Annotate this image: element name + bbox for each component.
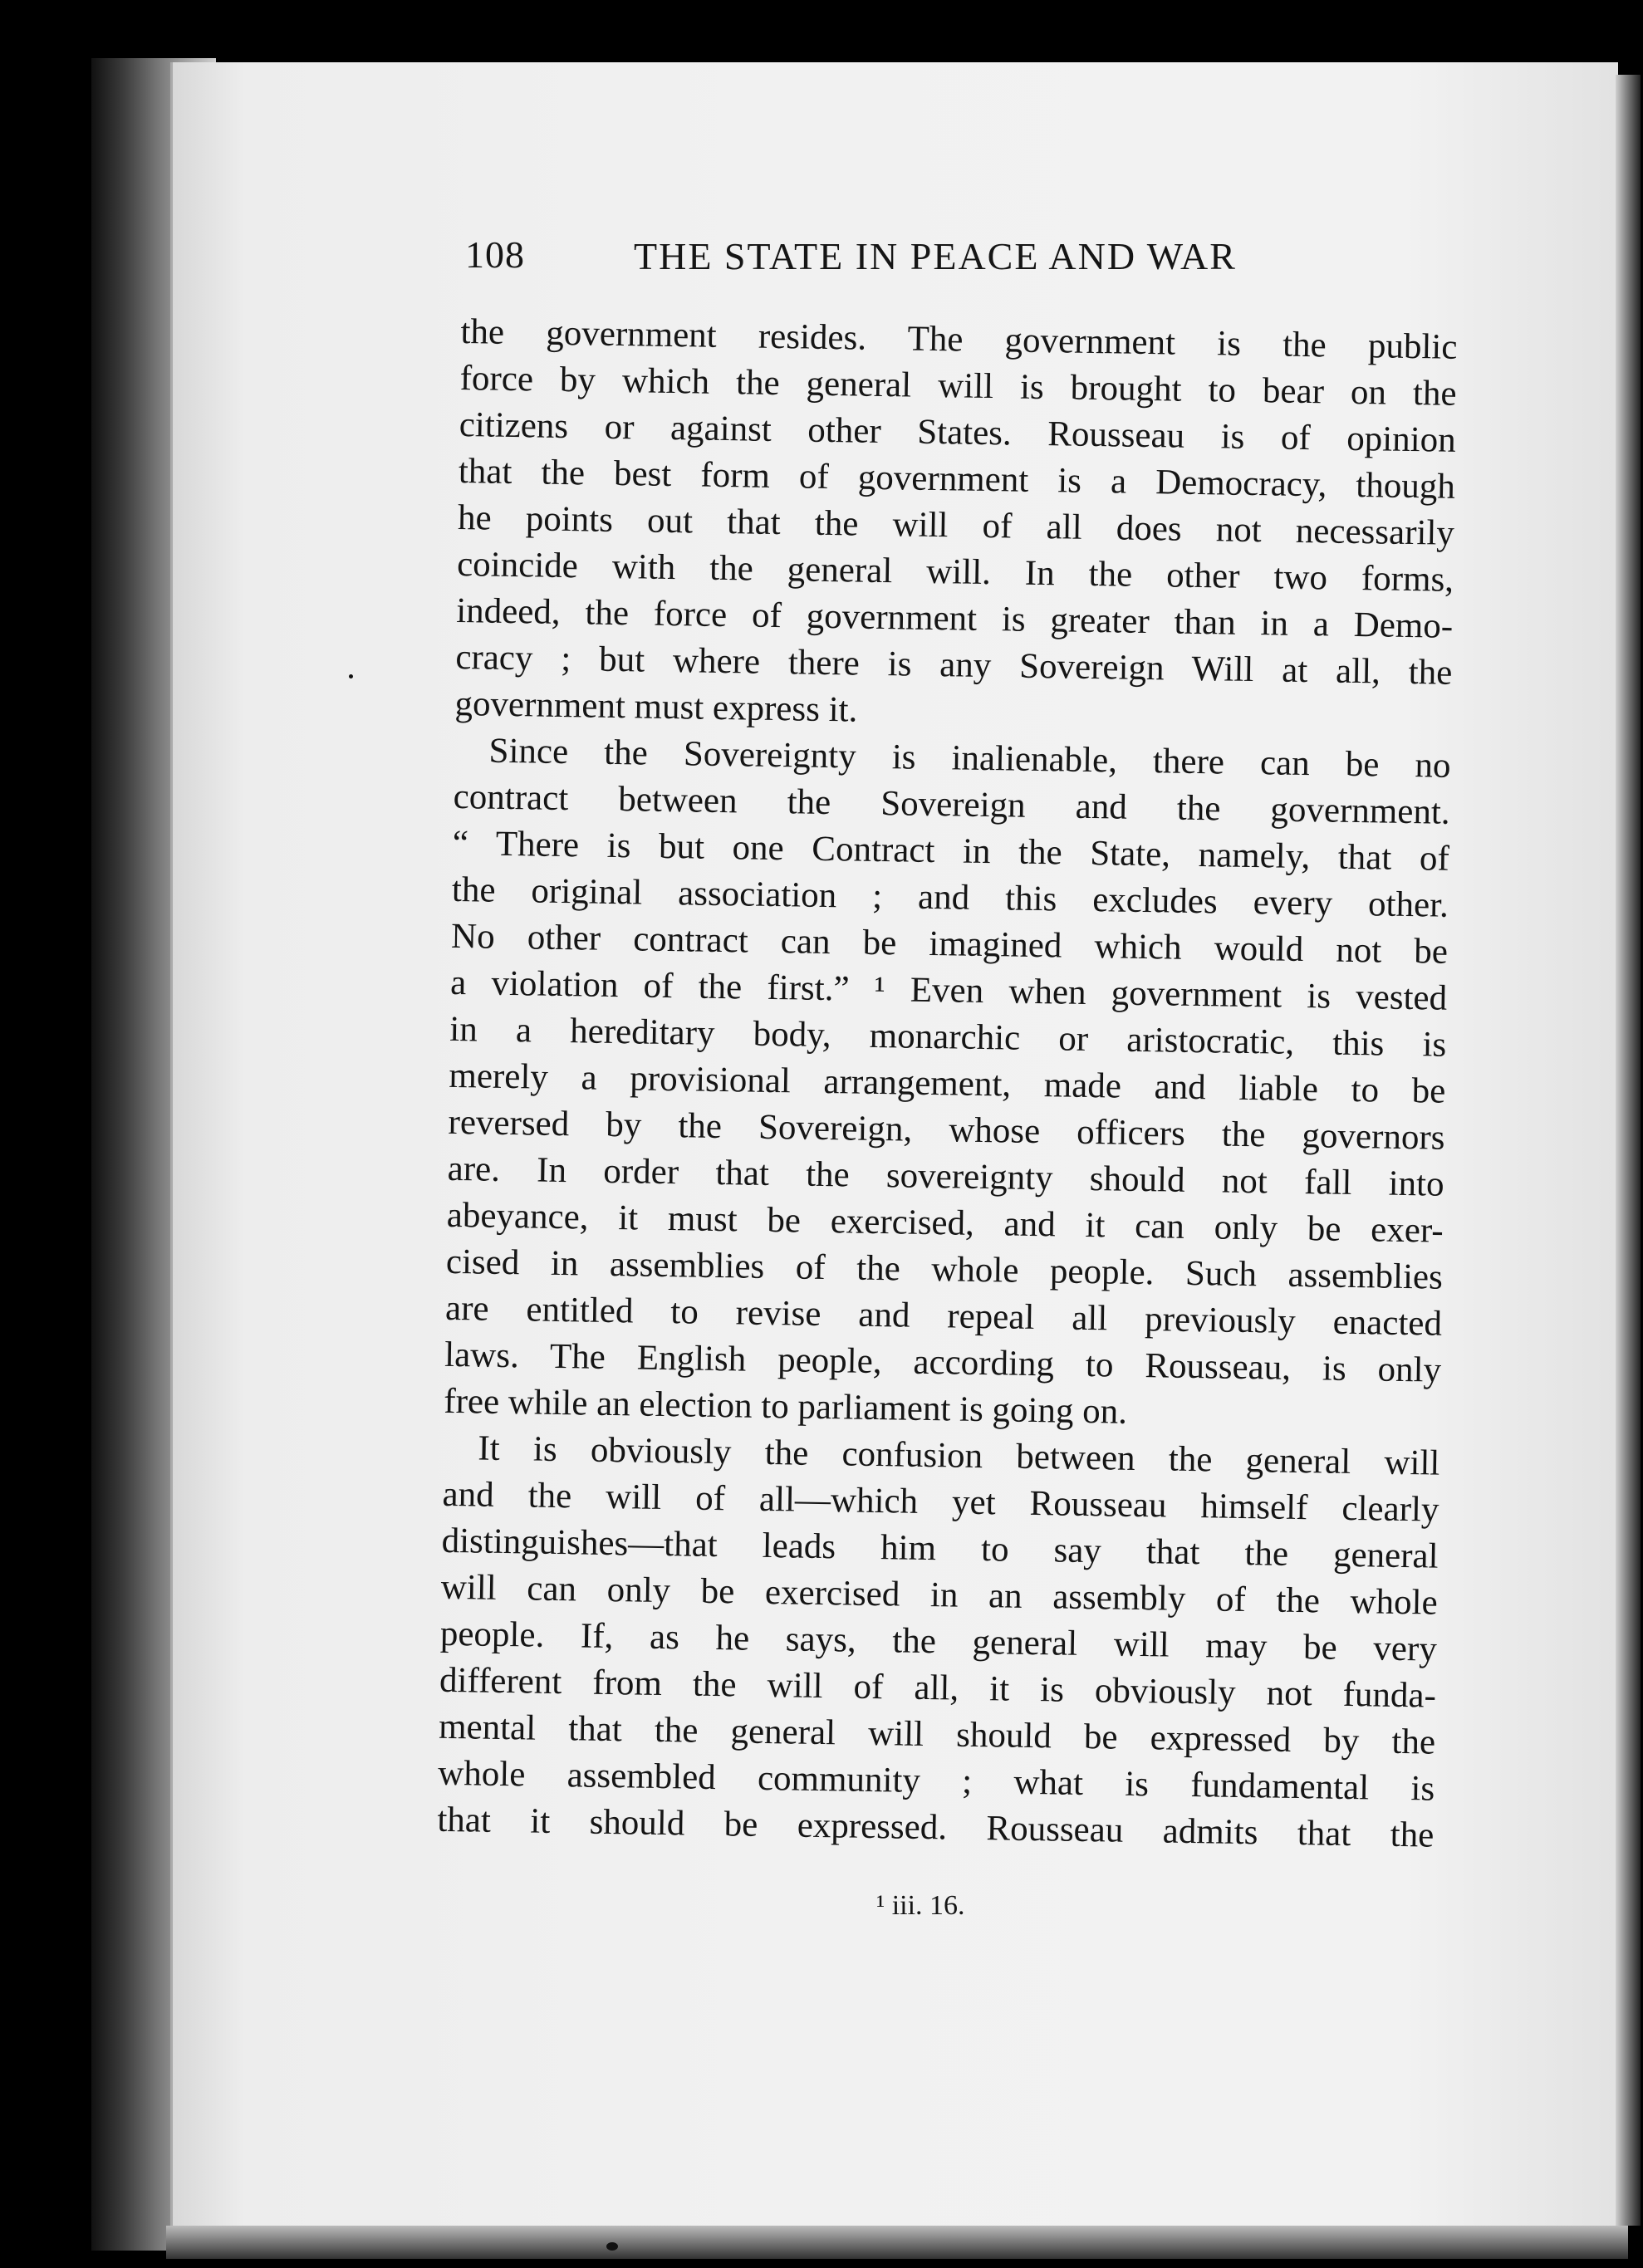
text-line: merely a provisional arrangement, made and liable to be — [449, 1056, 1446, 1111]
text-line: the government resides. The government is the public — [460, 311, 1458, 367]
text-line: the original association ; and this excludes every other. — [451, 869, 1449, 925]
text-line: free while an election to parliament is going on. — [443, 1381, 1128, 1432]
text-line: Since the Sovereignty is inalienable, there can be no — [488, 731, 1451, 786]
page-bottom-shadow — [166, 2226, 1628, 2259]
paragraph — [444, 727, 1451, 1441]
text-line: distinguishes—that leads him to say that the general — [441, 1521, 1439, 1576]
dust-speck — [606, 2242, 618, 2251]
text-line: government must express it. — [454, 683, 858, 730]
text-line: whole assembled community ; what is fundamental is — [437, 1753, 1435, 1809]
text-line: in a hereditary body, monarchic or aristocratic, this is — [449, 1009, 1447, 1065]
page-number: 108 — [465, 233, 525, 276]
text-line: reversed by the Sovereign, whose officers the governors — [448, 1102, 1445, 1158]
text-line: “ There is but one Contract in the State, namely, that of — [452, 823, 1450, 879]
text-line: that the best form of government is a Democracy, though — [458, 451, 1456, 507]
text-line: cised in assemblies of the whole people. Such assemblies — [445, 1242, 1444, 1297]
running-head — [465, 226, 1512, 284]
text-line: laws. The English people, according to Rousseau, is only — [444, 1335, 1442, 1390]
text-line: It is obviously the confusion between the general will — [478, 1428, 1440, 1483]
paragraph — [454, 309, 1458, 743]
text-line: a violation of the first.” ¹ Even when government is vested — [449, 963, 1448, 1018]
text-line: force by which the general will is brought to bear on the — [459, 358, 1457, 414]
page-right-edge — [1616, 75, 1641, 2226]
text-line: indeed, the force of government is greater than in a Demo- — [455, 590, 1454, 646]
text-line: are entitled to revise and repeal all previously enacted — [444, 1288, 1443, 1344]
text-line: contract between the Sovereign and the government. — [453, 776, 1450, 832]
text-line: that it should be expressed. Rousseau admits that the — [437, 1800, 1435, 1855]
paragraph — [437, 1425, 1440, 1859]
running-title: THE STATE IN PEACE AND WAR — [634, 235, 1237, 277]
footnote: ¹ iii. 16. — [876, 1890, 965, 1921]
body-text — [437, 309, 1458, 1859]
text-line: coincide with the general will. In the other two forms, — [456, 544, 1454, 600]
dust-speck — [349, 674, 353, 678]
text-line: No other contract can be imagined which would not be — [450, 916, 1449, 972]
text-line: different from the will of all, it is obviously not funda- — [439, 1660, 1437, 1716]
text-line: mental that the general will should be expressed by the — [438, 1707, 1436, 1762]
text-line: are. In order that the sovereignty should not fall into — [447, 1149, 1444, 1204]
text-line: he points out that the will of all does not necessarily — [457, 497, 1455, 553]
text-line: people. If, as he says, the general will may be very — [439, 1614, 1438, 1669]
text-line: cracy ; but where there is any Sovereign Will at all, the — [455, 637, 1453, 693]
text-line: and the will of all—which yet Rousseau himself clearly — [442, 1474, 1439, 1530]
text-line: citizens or against other States. Rousseau is of opinion — [459, 404, 1457, 460]
text-line: abeyance, it must be exercised, and it can only be exer- — [446, 1195, 1444, 1251]
text-line: will can only be exercised in an assembly of the whole — [440, 1567, 1439, 1623]
